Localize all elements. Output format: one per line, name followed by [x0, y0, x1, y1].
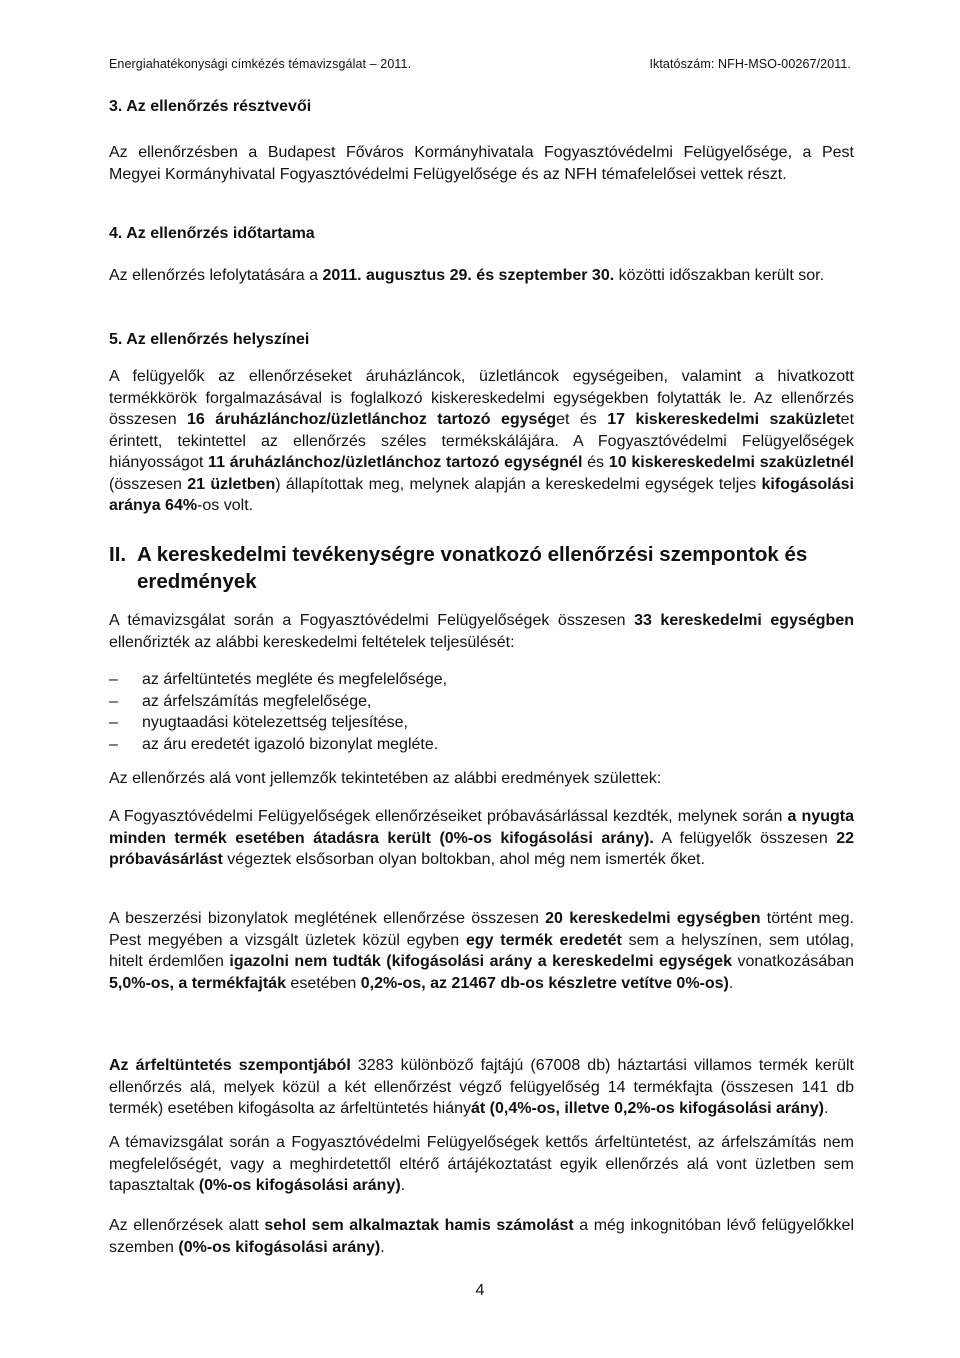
page-number: 4: [475, 1282, 485, 1299]
dash-bullet: –: [109, 714, 118, 731]
section-3-body: Az ellenőrzésben a Budapest Főváros Kormányhivatala Fogyasztóvédelmi Felügyelősége, a Pest Megyei Kormányhivatal Fogyasztóvédelmi Felügyelősége és az NFH témafelelősei vettek részt.: [109, 144, 854, 183]
chapter-ii-heading: [109, 541, 854, 595]
header-reference-number: Iktatószám: NFH-MSO-00267/2011.: [649, 57, 851, 71]
list-item: – az árfelszámítás megfelelősége,: [109, 691, 854, 713]
list-item: – az árfeltüntetés megléte és megfelelősége,: [109, 669, 854, 691]
section-3-heading: 3. Az ellenőrzés résztvevői: [109, 98, 312, 115]
dash-bullet: –: [109, 735, 118, 753]
invoice-check-paragraph: A beszerzési bizonylatok meglétének ellenőrzése összesen 20 kereskedelmi egységben történt meg. Pest megyében a vizsgált üzletek közül egyben egy termék eredetét sem a helyszínen, sem utólag, hitelt érdemlően igazolni nem tudták (kifogásolási arány a kereskedelmi egységek vonatkozásában 5,0%-os, a termékfajták esetében 0,2%-os, az 21467 db-os készletre vetítve 0%-os).: [109, 910, 855, 992]
chapter-ii-intro: A témavizsgálat során a Fogyasztóvédelmi Felügyelőségek összesen 33 kereskedelmi egységben ellenőrizték az alábbi kereskedelmi feltételek teljesülését:: [109, 612, 854, 651]
chapter-title: A kereskedelmi tevékenységre vonatkozó ellenőrzési szempontok és eredmények: [137, 543, 808, 593]
chapter-number: II.: [109, 543, 127, 566]
results-intro: Az ellenőrzés alá vont jellemzők tekintetében az alábbi eredmények születtek:: [109, 770, 662, 787]
section-4-heading: 4. Az ellenőrzés időtartama: [109, 225, 315, 242]
dash-bullet: –: [109, 671, 118, 688]
pricing-compliance-paragraph: A témavizsgálat során a Fogyasztóvédelmi Felügyelőségek kettős árfeltüntetést, az árfelszámítás nem megfelelőségét, vagy a meghirdetettől eltérő ártájékoztatást egyik ellenőrzés alá vont üzletben sem tapasztaltak (0%-os kifogásolási arány).: [109, 1134, 854, 1194]
section-5-body: A felügyelők az ellenőrzéseket áruházláncok, üzletláncok egységeiben, valamint a hivatkozott termékkörök forgalmazásával is foglalkozó kiskereskedelmi egységekben folytatták le. Az ellenőrzés összesen 16 áruházlánchoz/üzletlánchoz tartozó egységet és 17 kiskereskedelmi szaküzletet érintett, tekintettel az ellenőrzés széles termékskálájára. A Fogyasztóvédelmi Felügyelőségek hiányosságot 11 áruházlánchoz/üzletlánchoz tartozó egységnél és 10 kiskereskedelmi szaküzletnél (összesen 21 üzletben) állapítottak meg, melynek alapján a kereskedelmi egységek teljes kifogásolási aránya 64%-os volt.: [109, 368, 855, 514]
price-display-paragraph: Az árfeltüntetés szempontjából 3283 különböző fajtájú (67008 db) háztartási villamos termék került ellenőrzés alá, melyek közül a két ellenőrzést végző felügyelőség 14 termékfajta (összesen 141 db termék) esetében kifogásolta az árfeltüntetés hiányát (0,4%-os, illetve 0,2%-os kifogásolási arány).: [109, 1057, 854, 1117]
header-title: Energiahatékonysági címkézés témavizsgálat – 2011.: [109, 57, 412, 71]
list-item: – az áru eredetét igazoló bizonylat megléte.: [109, 734, 854, 756]
section-5-heading: 5. Az ellenőrzés helyszínei: [109, 331, 310, 348]
list-item: – nyugtaadási kötelezettség teljesítése,: [109, 712, 854, 734]
dash-bullet: –: [109, 692, 118, 710]
test-purchase-paragraph: A Fogyasztóvédelmi Felügyelőségek ellenőrzéseiket próbavásárlással kezdték, melynek során a nyugta minden termék esetében átadásra került (0%-os kifogásolási arány). A felügyelők összesen 22 próbavásárlást végeztek elsősorban olyan boltokban, ahol még nem ismerték őket.: [109, 808, 855, 868]
false-calculation-paragraph: Az ellenőrzések alatt sehol sem alkalmaztak hamis számolást a még inkognitóban lévő felügyelőkkel szemben (0%-os kifogásolási arány).: [109, 1217, 855, 1256]
conditions-list: [109, 669, 854, 755]
section-4-body: Az ellenőrzés lefolytatására a 2011. augusztus 29. és szeptember 30. közötti időszakban került sor.: [109, 267, 825, 284]
